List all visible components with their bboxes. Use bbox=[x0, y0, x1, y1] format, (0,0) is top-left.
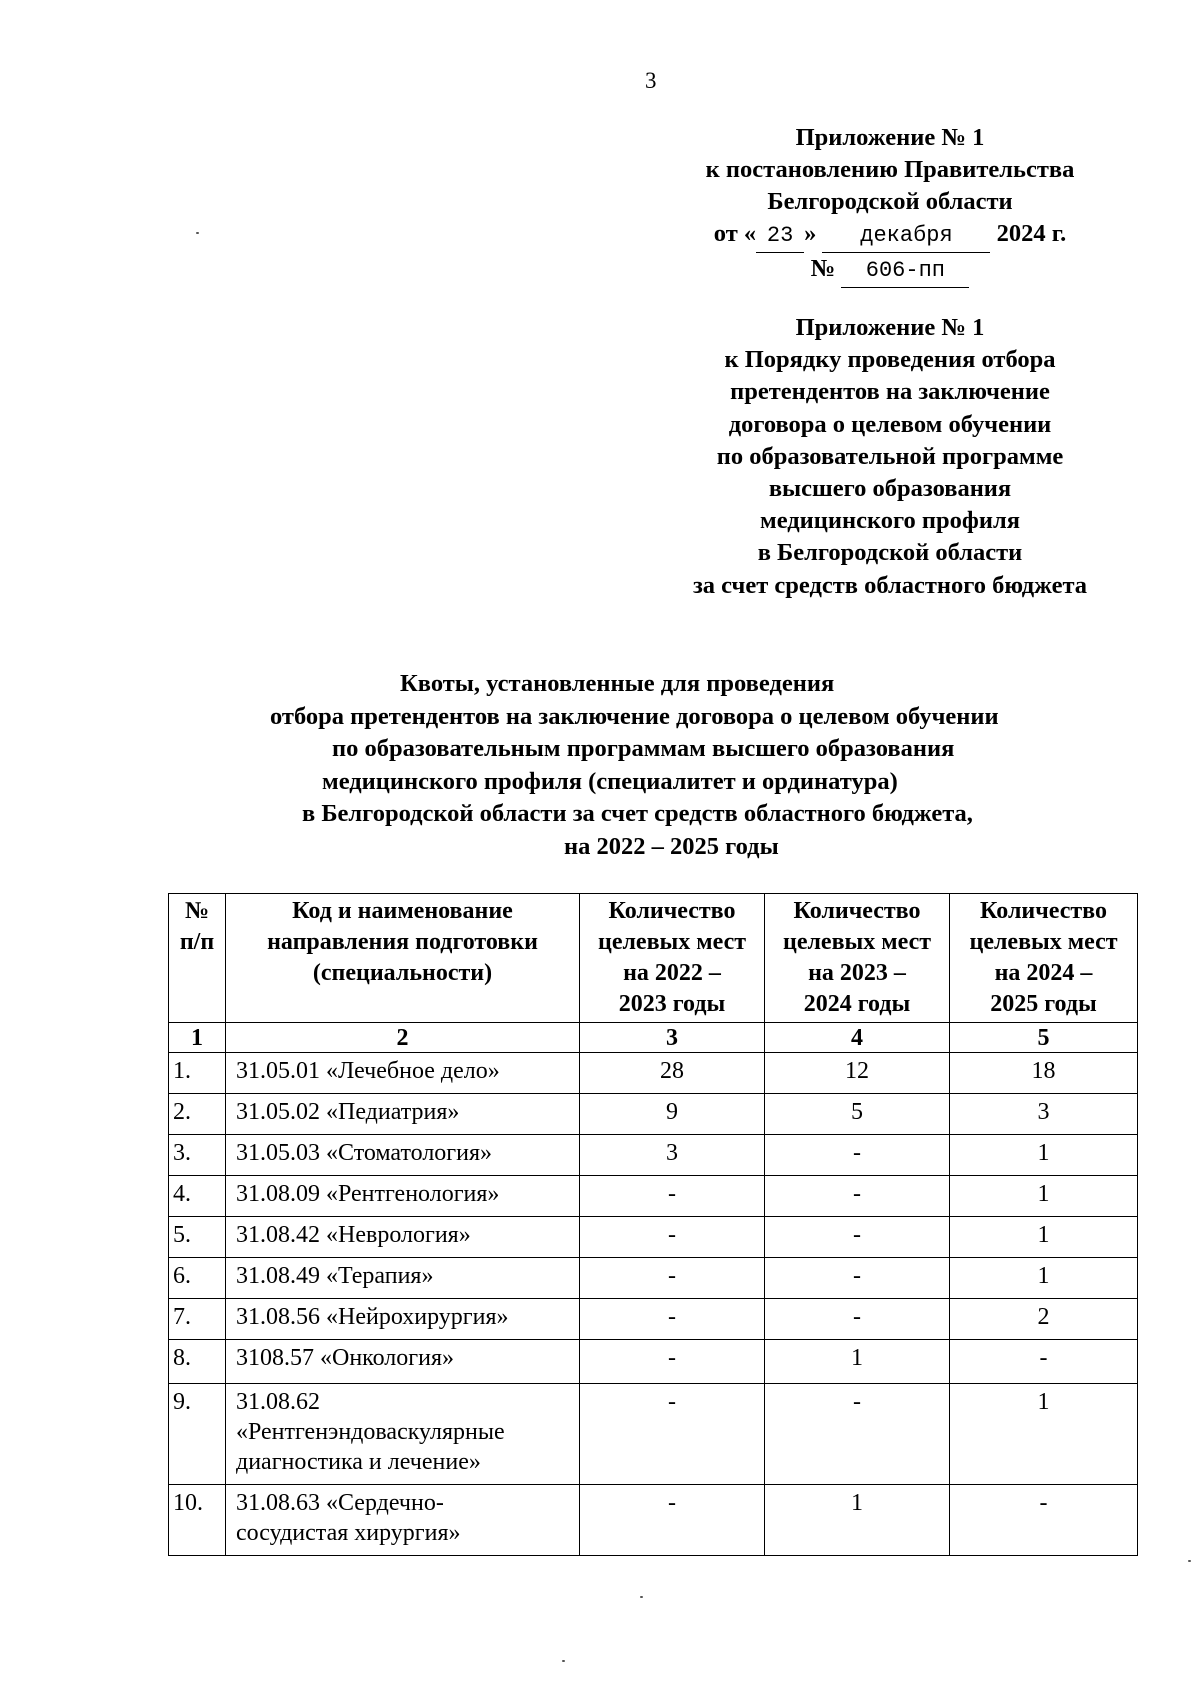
header-line: направления подготовки bbox=[267, 929, 538, 955]
row-2023: - bbox=[765, 1217, 950, 1258]
appendix-line: высшего образования bbox=[768, 475, 1012, 503]
table-row bbox=[169, 1299, 1138, 1340]
row-specialty bbox=[226, 1176, 580, 1217]
page-number: 3 bbox=[645, 68, 657, 93]
row-2023: - bbox=[765, 1299, 950, 1340]
row-2024: 1 bbox=[950, 1384, 1138, 1485]
date-day-handwritten: 23 bbox=[756, 220, 804, 253]
row-2024: 3 bbox=[950, 1094, 1138, 1135]
header-line: целевых мест bbox=[597, 929, 747, 955]
row-2023: - bbox=[765, 1176, 950, 1217]
specialty-line: «Рентгенэндоваскулярные bbox=[236, 1419, 505, 1445]
header-line: на 2022 – bbox=[623, 960, 721, 986]
row-specialty bbox=[226, 1340, 580, 1384]
row-2023: 1 bbox=[765, 1340, 950, 1384]
approval-number bbox=[655, 253, 1125, 288]
row-number: 7. bbox=[169, 1299, 226, 1340]
header-line: Количество bbox=[793, 898, 921, 924]
row-2022: 9 bbox=[580, 1094, 765, 1135]
header-num bbox=[169, 894, 226, 1023]
table-row bbox=[169, 1135, 1138, 1176]
table-row bbox=[169, 1340, 1138, 1384]
row-specialty bbox=[226, 1135, 580, 1176]
row-2022: - bbox=[580, 1384, 765, 1485]
header-name bbox=[226, 894, 580, 1023]
specialty-line: 31.08.49 «Терапия» bbox=[236, 1263, 434, 1289]
table-header-row bbox=[169, 894, 1138, 1023]
quota-table bbox=[168, 893, 1138, 1556]
quota-title bbox=[240, 668, 1120, 863]
header-line: 2024 годы bbox=[803, 991, 911, 1017]
row-2022: - bbox=[580, 1299, 765, 1340]
header-line: Код и наименование bbox=[292, 898, 513, 924]
date-month-handwritten: декабря bbox=[822, 220, 990, 253]
row-specialty bbox=[226, 1258, 580, 1299]
appendix-line: по образовательной программе bbox=[716, 442, 1064, 470]
column-number: 4 bbox=[765, 1023, 950, 1053]
row-2022: - bbox=[580, 1258, 765, 1299]
specialty-line: 31.08.62 bbox=[236, 1389, 320, 1415]
row-2024: - bbox=[950, 1340, 1138, 1384]
date-mid: » bbox=[804, 220, 817, 247]
header-line: целевых мест bbox=[969, 929, 1118, 955]
row-2022: 3 bbox=[580, 1135, 765, 1176]
header-line: Количество bbox=[608, 898, 736, 924]
row-2022: - bbox=[580, 1176, 765, 1217]
column-number: 1 bbox=[169, 1023, 226, 1053]
approval-block bbox=[655, 122, 1125, 288]
row-specialty bbox=[226, 1299, 580, 1340]
appendix-line: к Порядку проведения отбора bbox=[724, 346, 1056, 374]
row-2023: - bbox=[765, 1135, 950, 1176]
specialty-line: 31.08.56 «Нейрохирургия» bbox=[236, 1304, 509, 1330]
appendix-line: медицинского профиля bbox=[760, 507, 1020, 535]
row-2024: - bbox=[950, 1485, 1138, 1556]
row-2023: 5 bbox=[765, 1094, 950, 1135]
header-line: № bbox=[184, 898, 210, 924]
row-2023: - bbox=[765, 1384, 950, 1485]
date-year: 2024 г. bbox=[996, 220, 1067, 247]
row-number: 5. bbox=[169, 1217, 226, 1258]
row-specialty bbox=[226, 1384, 580, 1485]
quota-title-line: медицинского профиля (специалитет и ординатура) bbox=[322, 767, 898, 795]
quota-title-line: на 2022 – 2025 годы bbox=[564, 832, 779, 860]
row-number: 4. bbox=[169, 1176, 226, 1217]
row-2023: 12 bbox=[765, 1053, 950, 1094]
row-2024: 1 bbox=[950, 1135, 1138, 1176]
row-2024: 1 bbox=[950, 1258, 1138, 1299]
row-specialty bbox=[226, 1485, 580, 1556]
row-2023: 1 bbox=[765, 1485, 950, 1556]
specialty-line: 31.08.42 «Неврология» bbox=[236, 1222, 471, 1248]
header-line: (специальности) bbox=[312, 960, 493, 986]
header-line: 2025 годы bbox=[990, 991, 1097, 1017]
header-line: 2023 годы bbox=[618, 991, 726, 1017]
specialty-line: 31.05.03 «Стоматология» bbox=[236, 1140, 493, 1166]
specialty-line: 31.05.02 «Педиатрия» bbox=[236, 1099, 460, 1125]
specialty-line: 31.05.01 «Лечебное дело» bbox=[236, 1058, 500, 1084]
column-number: 5 bbox=[950, 1023, 1138, 1053]
table-row bbox=[169, 1053, 1138, 1094]
table-row bbox=[169, 1384, 1138, 1485]
scan-speck bbox=[1188, 1560, 1191, 1562]
number-prefix: № bbox=[810, 255, 836, 282]
column-number: 3 bbox=[580, 1023, 765, 1053]
row-2024: 2 bbox=[950, 1299, 1138, 1340]
row-specialty bbox=[226, 1217, 580, 1258]
row-number: 6. bbox=[169, 1258, 226, 1299]
appendix-line: в Белгородской области bbox=[757, 539, 1023, 567]
appendix-line: за счет средств областного бюджета bbox=[692, 571, 1088, 599]
table-row bbox=[169, 1176, 1138, 1217]
approval-line-3: Белгородской области bbox=[767, 188, 1013, 215]
scan-speck bbox=[196, 232, 199, 234]
header-2024 bbox=[950, 894, 1138, 1023]
row-2022: - bbox=[580, 1340, 765, 1384]
appendix-line: Приложение № 1 bbox=[795, 314, 985, 341]
row-number: 3. bbox=[169, 1135, 226, 1176]
appendix-line: претендентов на заключение bbox=[730, 378, 1050, 406]
header-line: п/п bbox=[179, 929, 215, 955]
quota-title-line: Квоты, установленные для проведения bbox=[400, 670, 835, 697]
column-number: 2 bbox=[226, 1023, 580, 1053]
appendix-block bbox=[650, 312, 1130, 602]
row-number: 9. bbox=[169, 1384, 226, 1485]
specialty-line: 31.08.09 «Рентгенология» bbox=[236, 1181, 500, 1207]
row-number: 8. bbox=[169, 1340, 226, 1384]
table-row bbox=[169, 1485, 1138, 1556]
appendix-line: договора о целевом обучении bbox=[728, 410, 1052, 438]
number-value-handwritten: 606-пп bbox=[841, 255, 969, 288]
header-2023 bbox=[765, 894, 950, 1023]
row-specialty bbox=[226, 1053, 580, 1094]
row-2024: 1 bbox=[950, 1217, 1138, 1258]
header-line: Количество bbox=[980, 898, 1107, 924]
row-2022: - bbox=[580, 1217, 765, 1258]
specialty-line: сосудистая хирургия» bbox=[236, 1520, 461, 1546]
header-2022 bbox=[580, 894, 765, 1023]
approval-date bbox=[655, 218, 1125, 253]
approval-line-2: к постановлению Правительства bbox=[705, 156, 1075, 183]
quota-title-line: в Белгородской области за счет средств областного бюджета, bbox=[302, 800, 973, 827]
date-prefix: от « bbox=[713, 220, 757, 247]
row-2022: 28 bbox=[580, 1053, 765, 1094]
table-row bbox=[169, 1258, 1138, 1299]
header-line: на 2023 – bbox=[808, 960, 906, 986]
table-row bbox=[169, 1217, 1138, 1258]
row-2023: - bbox=[765, 1258, 950, 1299]
specialty-line: 31.08.63 «Сердечно- bbox=[236, 1490, 444, 1516]
row-number: 2. bbox=[169, 1094, 226, 1135]
row-2022: - bbox=[580, 1485, 765, 1556]
row-2024: 18 bbox=[950, 1053, 1138, 1094]
scan-speck bbox=[562, 1660, 565, 1662]
specialty-line: диагностика и лечение» bbox=[236, 1449, 481, 1475]
specialty-line: 3108.57 «Онкология» bbox=[236, 1345, 455, 1371]
quota-title-line: отбора претендентов на заключение договора о целевом обучении bbox=[270, 702, 999, 730]
header-line: целевых мест bbox=[782, 929, 932, 955]
table-row bbox=[169, 1094, 1138, 1135]
row-2024: 1 bbox=[950, 1176, 1138, 1217]
header-line: на 2024 – bbox=[994, 960, 1093, 986]
column-number-row bbox=[169, 1023, 1138, 1053]
row-number: 1. bbox=[169, 1053, 226, 1094]
quota-title-line: по образовательным программам высшего образования bbox=[332, 735, 955, 762]
row-specialty bbox=[226, 1094, 580, 1135]
row-number: 10. bbox=[169, 1485, 226, 1556]
scan-speck bbox=[640, 1596, 643, 1598]
approval-title: Приложение № 1 bbox=[795, 124, 985, 151]
